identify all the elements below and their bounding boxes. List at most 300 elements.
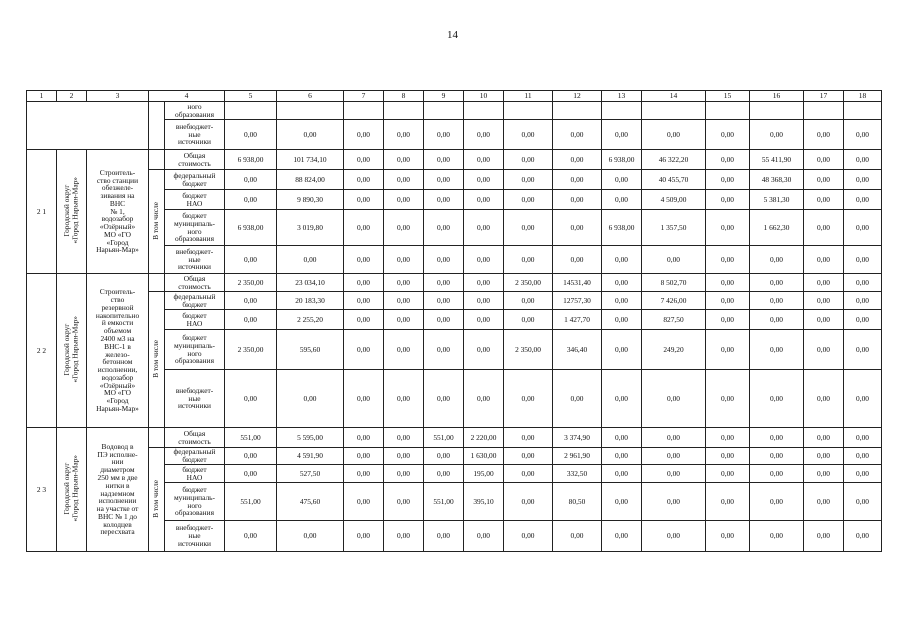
value-cell: 346,40 xyxy=(553,330,602,370)
header-cell: 2 xyxy=(57,91,87,102)
value-cell: 0,00 xyxy=(844,330,882,370)
cell-line: образования xyxy=(175,508,214,518)
value-cell: 0,00 xyxy=(464,292,504,310)
value-cell: 80,50 xyxy=(553,483,602,521)
value-cell: 0,00 xyxy=(642,483,706,521)
value-cell: 0,00 xyxy=(384,246,424,274)
value-cell: 0,00 xyxy=(225,246,277,274)
cell-line: Общая xyxy=(183,428,206,438)
cell-line: образования xyxy=(175,234,214,244)
value-cell: 0,00 xyxy=(602,246,642,274)
header-cell: 13 xyxy=(602,91,642,102)
value-cell: 595,60 xyxy=(277,330,344,370)
cell-line: Строитель- xyxy=(99,287,136,297)
cell-line: источники xyxy=(177,137,212,147)
district-cell xyxy=(57,150,87,274)
value-cell: 6 938,00 xyxy=(225,210,277,246)
value-cell: 0,00 xyxy=(706,483,750,521)
value-cell: 0,00 xyxy=(344,292,384,310)
cell-line: внебюджет- xyxy=(175,385,214,395)
value-cell: 0,00 xyxy=(804,330,844,370)
value-cell: 0,00 xyxy=(464,521,504,552)
value-cell: 0,00 xyxy=(553,210,602,246)
value-cell: 0,00 xyxy=(844,370,882,428)
value-cell: 3 374,90 xyxy=(553,428,602,448)
cell-line: «Город xyxy=(106,237,129,247)
value-cell: 4 509,00 xyxy=(642,190,706,210)
cell-line: ство станции xyxy=(96,175,139,185)
cell-line: железо- xyxy=(105,349,130,359)
value-cell: 0,00 xyxy=(424,310,464,330)
value-cell: 0,00 xyxy=(225,448,277,465)
value-cell: 0,00 xyxy=(504,521,553,552)
cell-line: нитки в xyxy=(105,480,130,490)
value-cell: 0,00 xyxy=(844,150,882,170)
value-cell: 0,00 xyxy=(464,274,504,292)
value-cell: 0,00 xyxy=(424,330,464,370)
value-cell: 0,00 xyxy=(504,190,553,210)
value-cell: 0,00 xyxy=(706,330,750,370)
cell-line: резервной xyxy=(101,302,134,312)
header-cell: 14 xyxy=(642,91,706,102)
cell-line: Городской округ xyxy=(61,184,71,237)
value-cell: 0,00 xyxy=(464,246,504,274)
cell-line: муниципаль- xyxy=(173,492,215,502)
value-cell: 0,00 xyxy=(553,521,602,552)
item-number: 2 3 xyxy=(27,428,57,552)
table-row xyxy=(27,150,882,170)
budget-label xyxy=(165,170,225,190)
value-cell: 6 938,00 xyxy=(602,210,642,246)
cell-line: источники xyxy=(177,401,212,411)
cell-line: внебюджет- xyxy=(175,523,214,533)
value-cell: 0,00 xyxy=(706,120,750,150)
value-cell: 0,00 xyxy=(384,120,424,150)
cell-line: ного xyxy=(187,500,202,510)
value-cell: 0,00 xyxy=(642,428,706,448)
value-cell: 0,00 xyxy=(225,521,277,552)
value-cell: 0,00 xyxy=(602,330,642,370)
value-cell: 0,00 xyxy=(504,310,553,330)
cell-line: ного xyxy=(187,101,202,111)
value-cell: 0,00 xyxy=(504,150,553,170)
value-cell: 0,00 xyxy=(804,521,844,552)
value-cell: 0,00 xyxy=(424,448,464,465)
value-cell xyxy=(504,102,553,120)
cell-line: Строитель- xyxy=(99,167,136,177)
cell-line: «Город Нарьян-Мар» xyxy=(70,177,80,244)
value-cell: 0,00 xyxy=(464,190,504,210)
value-cell: 0,00 xyxy=(424,292,464,310)
value-cell: 0,00 xyxy=(344,120,384,150)
value-cell: 475,60 xyxy=(277,483,344,521)
value-cell: 0,00 xyxy=(384,465,424,483)
value-cell: 0,00 xyxy=(642,521,706,552)
cell-line: источники xyxy=(177,262,212,272)
value-cell: 395,10 xyxy=(464,483,504,521)
cell-line: Городской округ xyxy=(61,462,71,515)
value-cell: 0,00 xyxy=(706,521,750,552)
value-cell: 0,00 xyxy=(602,170,642,190)
cell-line: ные xyxy=(188,393,201,403)
item-number: 2 1 xyxy=(27,150,57,274)
value-cell: 0,00 xyxy=(804,483,844,521)
value-cell: 0,00 xyxy=(344,448,384,465)
district-cell xyxy=(57,428,87,552)
value-cell: 0,00 xyxy=(553,120,602,150)
cell-line: МО «ГО xyxy=(104,229,131,239)
project-name xyxy=(87,274,149,428)
cell-line: й емкости xyxy=(101,318,134,328)
cell-line: Нарьян-Мар» xyxy=(96,403,139,413)
value-cell: 0,00 xyxy=(750,246,804,274)
header-cell: 10 xyxy=(464,91,504,102)
district-text xyxy=(63,316,80,383)
value-cell: 0,00 xyxy=(277,246,344,274)
value-cell: 0,00 xyxy=(750,292,804,310)
header-cell: 11 xyxy=(504,91,553,102)
cell-line: «Озёрный» xyxy=(99,380,136,390)
cell-line: бюджет xyxy=(182,484,207,494)
value-cell: 48 368,30 xyxy=(750,170,804,190)
cell-line: ВНС xyxy=(109,198,126,208)
value-cell: 0,00 xyxy=(642,120,706,150)
cell-line: бюджет xyxy=(182,464,207,474)
value-cell: 0,00 xyxy=(225,310,277,330)
value-cell: 0,00 xyxy=(504,170,553,190)
value-cell: 46 322,20 xyxy=(642,150,706,170)
budget-label xyxy=(165,292,225,310)
value-cell: 0,00 xyxy=(750,274,804,292)
cell-line: нии xyxy=(111,457,124,467)
value-cell: 1 662,30 xyxy=(750,210,804,246)
cell-line: ные xyxy=(188,531,201,541)
budget-label xyxy=(165,465,225,483)
value-cell: 0,00 xyxy=(384,483,424,521)
value-cell: 0,00 xyxy=(804,210,844,246)
value-cell: 0,00 xyxy=(602,120,642,150)
value-cell: 0,00 xyxy=(750,521,804,552)
value-cell: 0,00 xyxy=(225,190,277,210)
budget-label xyxy=(165,246,225,274)
budget-label xyxy=(165,428,225,448)
value-cell: 0,00 xyxy=(424,246,464,274)
value-cell: 0,00 xyxy=(344,428,384,448)
cell-line: исполнении, xyxy=(97,365,138,375)
value-cell: 0,00 xyxy=(750,448,804,465)
header-cell: 4 xyxy=(149,91,225,102)
cell-line: ные xyxy=(188,129,201,139)
cell-line: «Город xyxy=(106,396,129,406)
in-total-label xyxy=(149,292,165,428)
value-cell: 0,00 xyxy=(344,465,384,483)
value-cell: 0,00 xyxy=(602,483,642,521)
value-cell: 0,00 xyxy=(844,210,882,246)
value-cell: 0,00 xyxy=(504,483,553,521)
cell-line: федеральный xyxy=(173,291,216,301)
value-cell: 0,00 xyxy=(464,370,504,428)
value-cell: 0,00 xyxy=(602,274,642,292)
value-cell: 0,00 xyxy=(344,521,384,552)
budget-label xyxy=(165,448,225,465)
cell-line: стоимость xyxy=(178,158,211,168)
cell-line: колодцев xyxy=(103,519,132,529)
page-number: 14 xyxy=(447,29,458,41)
value-cell: 0,00 xyxy=(344,310,384,330)
value-cell: 0,00 xyxy=(706,274,750,292)
value-cell: 0,00 xyxy=(384,448,424,465)
value-cell xyxy=(706,102,750,120)
value-cell: 0,00 xyxy=(504,465,553,483)
value-cell xyxy=(384,102,424,120)
value-cell: 0,00 xyxy=(750,330,804,370)
cell-line: муниципаль- xyxy=(173,218,215,228)
in-total-text: В том числе xyxy=(151,479,161,518)
table-row xyxy=(27,170,882,190)
project-name xyxy=(87,150,149,274)
value-cell: 0,00 xyxy=(804,150,844,170)
value-cell: 0,00 xyxy=(642,370,706,428)
value-cell: 2 255,20 xyxy=(277,310,344,330)
cell-line: федеральный xyxy=(173,447,216,457)
cell-line: бюджет xyxy=(182,455,207,464)
value-cell: 0,00 xyxy=(225,465,277,483)
cell-line: бюджет xyxy=(182,299,207,309)
cell-line: образования xyxy=(175,109,214,119)
cell-line: бюджет xyxy=(182,210,207,220)
value-cell: 0,00 xyxy=(384,310,424,330)
header-cell: 5 xyxy=(225,91,277,102)
value-cell: 0,00 xyxy=(464,120,504,150)
value-cell: 0,00 xyxy=(602,465,642,483)
budget-label xyxy=(165,150,225,170)
value-cell: 0,00 xyxy=(844,292,882,310)
value-cell: 0,00 xyxy=(424,120,464,150)
cell-line: МО «ГО xyxy=(104,388,131,398)
value-cell: 0,00 xyxy=(602,370,642,428)
value-cell: 0,00 xyxy=(424,190,464,210)
value-cell: 0,00 xyxy=(225,292,277,310)
project-name xyxy=(87,428,149,552)
value-cell xyxy=(750,102,804,120)
cell-line: ные xyxy=(188,254,201,264)
cell-line: бюджет xyxy=(182,178,207,188)
value-cell: 0,00 xyxy=(750,465,804,483)
header-cell: 7 xyxy=(344,91,384,102)
cell-line: 250 мм в две xyxy=(97,472,138,482)
value-cell: 0,00 xyxy=(344,483,384,521)
value-cell: 0,00 xyxy=(384,521,424,552)
value-cell: 0,00 xyxy=(804,246,844,274)
value-cell: 0,00 xyxy=(804,310,844,330)
value-cell: 332,50 xyxy=(553,465,602,483)
value-cell: 0,00 xyxy=(844,120,882,150)
value-cell: 0,00 xyxy=(225,170,277,190)
value-cell: 0,00 xyxy=(602,190,642,210)
cell-line: «Город Нарьян-Мар» xyxy=(70,316,80,383)
value-cell: 0,00 xyxy=(642,465,706,483)
value-cell: 1 427,70 xyxy=(553,310,602,330)
value-cell: 0,00 xyxy=(804,190,844,210)
value-cell: 0,00 xyxy=(844,274,882,292)
value-cell: 527,50 xyxy=(277,465,344,483)
value-cell: 1 357,50 xyxy=(642,210,706,246)
value-cell: 0,00 xyxy=(706,170,750,190)
value-cell xyxy=(553,102,602,120)
value-cell: 0,00 xyxy=(277,120,344,150)
value-cell: 0,00 xyxy=(277,521,344,552)
value-cell: 0,00 xyxy=(706,190,750,210)
value-cell: 0,00 xyxy=(344,274,384,292)
value-cell: 0,00 xyxy=(642,246,706,274)
cell-line: НАО xyxy=(186,472,203,482)
value-cell: 0,00 xyxy=(844,483,882,521)
value-cell: 0,00 xyxy=(344,370,384,428)
value-cell: 0,00 xyxy=(344,330,384,370)
value-cell: 0,00 xyxy=(844,170,882,190)
value-cell: 0,00 xyxy=(844,190,882,210)
budget-label xyxy=(165,274,225,292)
cell-line: надземном xyxy=(100,488,135,498)
value-cell: 5 381,30 xyxy=(750,190,804,210)
cell-line: Нарьян-Мар» xyxy=(96,245,139,255)
header-cell: 1 xyxy=(27,91,57,102)
value-cell: 12757,30 xyxy=(553,292,602,310)
cell-line: стоимость xyxy=(178,436,211,446)
value-cell xyxy=(602,102,642,120)
value-cell: 0,00 xyxy=(804,370,844,428)
value-cell: 0,00 xyxy=(384,210,424,246)
value-cell: 0,00 xyxy=(804,292,844,310)
value-cell: 249,20 xyxy=(642,330,706,370)
cell-line: муниципаль- xyxy=(173,340,215,350)
value-cell: 0,00 xyxy=(344,210,384,246)
cell-line: накопительно xyxy=(95,310,140,320)
value-cell: 20 183,30 xyxy=(277,292,344,310)
cell-line: внебюджет- xyxy=(175,121,214,131)
value-cell: 0,00 xyxy=(384,274,424,292)
cell-line: федеральный xyxy=(173,170,216,180)
value-cell: 3 019,80 xyxy=(277,210,344,246)
label-spacer xyxy=(149,428,165,448)
value-cell: 0,00 xyxy=(706,292,750,310)
table-row xyxy=(27,428,882,448)
budget-label xyxy=(165,102,225,120)
item-number: 2 2 xyxy=(27,274,57,428)
value-cell xyxy=(642,102,706,120)
value-cell: 0,00 xyxy=(424,465,464,483)
value-cell: 0,00 xyxy=(504,370,553,428)
value-cell: 0,00 xyxy=(844,310,882,330)
value-cell: 0,00 xyxy=(424,274,464,292)
value-cell xyxy=(844,102,882,120)
table-row xyxy=(27,292,882,310)
value-cell: 55 411,90 xyxy=(750,150,804,170)
value-cell: 0,00 xyxy=(553,170,602,190)
value-cell: 0,00 xyxy=(424,521,464,552)
value-cell: 0,00 xyxy=(225,370,277,428)
value-cell xyxy=(424,102,464,120)
cell-line: ВНС-1 в xyxy=(104,341,131,351)
value-cell: 0,00 xyxy=(706,246,750,274)
value-cell: 2 350,00 xyxy=(225,274,277,292)
cell-line: внебюджет- xyxy=(175,246,214,256)
cell-line: № 1, xyxy=(110,206,125,216)
value-cell: 101 734,10 xyxy=(277,150,344,170)
value-cell: 0,00 xyxy=(464,210,504,246)
budget-label xyxy=(165,190,225,210)
header-cell: 9 xyxy=(424,91,464,102)
continuation-side xyxy=(149,102,165,150)
cell-line: ство xyxy=(110,295,125,305)
value-cell: 9 890,30 xyxy=(277,190,344,210)
value-cell: 40 455,70 xyxy=(642,170,706,190)
value-cell: 6 938,00 xyxy=(225,150,277,170)
value-cell: 0,00 xyxy=(504,246,553,274)
value-cell: 551,00 xyxy=(225,428,277,448)
cell-line: «Город Нарьян-Мар» xyxy=(70,455,80,522)
budget-label xyxy=(165,210,225,246)
value-cell: 0,00 xyxy=(750,310,804,330)
value-cell: 0,00 xyxy=(277,370,344,428)
value-cell: 0,00 xyxy=(706,150,750,170)
district-cell xyxy=(57,274,87,428)
value-cell: 0,00 xyxy=(424,170,464,190)
value-cell xyxy=(225,102,277,120)
cell-line: Городской округ xyxy=(61,323,71,376)
value-cell xyxy=(344,102,384,120)
value-cell: 0,00 xyxy=(504,120,553,150)
continuation-blank xyxy=(27,102,149,150)
cell-line: «Озёрный» xyxy=(99,222,136,232)
header-cell: 18 xyxy=(844,91,882,102)
value-cell: 0,00 xyxy=(464,150,504,170)
cell-line: бюджет xyxy=(182,190,207,200)
cell-line: зивания на xyxy=(100,191,135,201)
value-cell: 7 426,00 xyxy=(642,292,706,310)
value-cell: 0,00 xyxy=(804,170,844,190)
cell-line: Общая xyxy=(183,150,206,160)
value-cell: 0,00 xyxy=(602,310,642,330)
district-text xyxy=(63,177,80,244)
cell-line: образования xyxy=(175,356,214,366)
value-cell: 0,00 xyxy=(384,150,424,170)
value-cell: 0,00 xyxy=(553,246,602,274)
value-cell: 0,00 xyxy=(553,370,602,428)
value-cell xyxy=(277,102,344,120)
value-cell: 88 824,00 xyxy=(277,170,344,190)
cell-line: водозабор xyxy=(101,372,134,382)
cell-line: стоимость xyxy=(178,281,211,291)
cell-line: НАО xyxy=(186,198,203,208)
cell-line: ного xyxy=(187,226,202,236)
value-cell: 0,00 xyxy=(344,170,384,190)
value-cell: 0,00 xyxy=(344,150,384,170)
value-cell: 0,00 xyxy=(844,521,882,552)
value-cell: 0,00 xyxy=(804,448,844,465)
value-cell xyxy=(464,102,504,120)
value-cell: 551,00 xyxy=(424,483,464,521)
in-total-text: В том числе xyxy=(151,339,161,378)
value-cell: 0,00 xyxy=(504,210,553,246)
header-row xyxy=(27,91,882,102)
header-cell: 15 xyxy=(706,91,750,102)
value-cell: 0,00 xyxy=(424,370,464,428)
value-cell: 195,00 xyxy=(464,465,504,483)
cell-line: бюджет xyxy=(182,310,207,320)
value-cell: 0,00 xyxy=(602,428,642,448)
value-cell: 0,00 xyxy=(750,428,804,448)
